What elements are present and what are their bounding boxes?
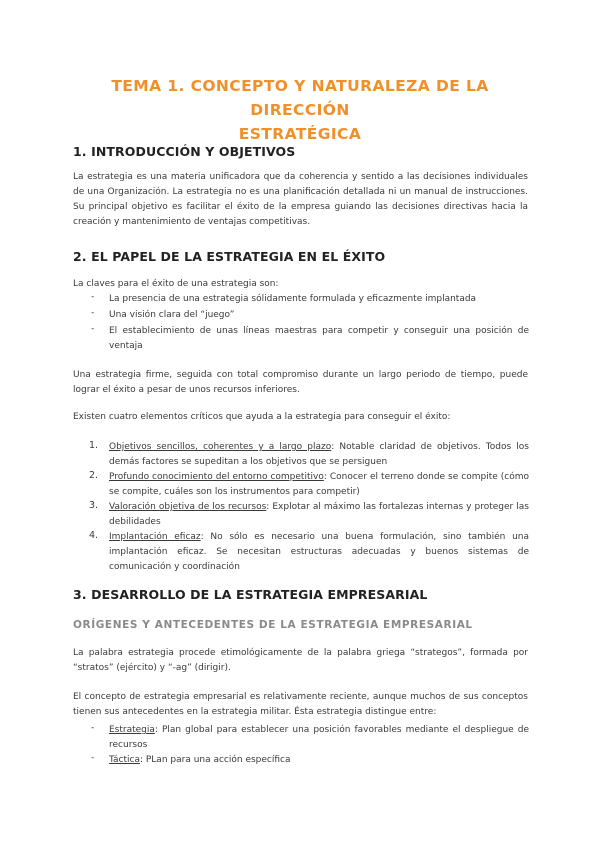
numbered-marker: 1.	[89, 440, 99, 451]
document-title	[60, 74, 540, 146]
section-1-paragraph: La estrategia es una materia unificadora que da coherencia y sentido a las decisiones individuales de una Organización. La estrategia no es una planificación detallada ni un manual de instrucciones. Su principal objetivo es facilitar el éxito de la empresa guiando las decisiones directivas hacia la creación y mantenimiento de ventajas competitivas.	[73, 172, 528, 227]
section-3-bullet-2	[109, 753, 529, 768]
section-3-paragraph-1: La palabra estrategia procede etimológicamente de la palabra griega “strategos”, formada por “stratos” (ejército) y “-ag” (dirigir).	[73, 648, 528, 673]
section-2-intro: La claves para el éxito de una estrategia son:	[73, 279, 279, 289]
section-3-bullet-1-term: Estrategia	[109, 725, 155, 735]
section-3-bullet-2-term: Táctica	[109, 755, 140, 765]
numbered-marker: 4.	[89, 530, 99, 541]
section-2-bullet-2: Una visión clara del “juego”	[109, 310, 235, 320]
section-2-paragraph-3: Existen cuatro elementos críticos que ayuda a la estrategia para conseguir el éxito:	[73, 412, 451, 422]
numbered-item-4-text: : No sólo es necesario una buena formulación, sino también una implantación eficaz. Se necesitan estructuras adecuadas y buenos sistemas de comunicación y coordinación	[109, 532, 530, 572]
section-2-bullet-3: El establecimiento de unas líneas maestras para competir y conseguir una posición de ventaja	[109, 326, 529, 351]
numbered-item-4	[109, 530, 529, 575]
section-3-bullet-2-text: : PLan para una acción específica	[139, 755, 291, 765]
section-3-bullet-1-text: : Plan global para establecer una posición favorables mediante el despliegue de recursos	[109, 725, 529, 750]
numbered-item-4-term: Implantación eficaz	[109, 532, 201, 542]
title-line-2: ESTRATÉGICA	[238, 125, 362, 143]
section-2-heading: 2. EL PAPEL DE LA ESTRATEGIA EN EL ÉXITO	[73, 249, 386, 264]
section-3-paragraph-2: El concepto de estrategia empresarial es relativamente reciente, aunque muchos de sus conceptos tienen sus antecedentes en la estrategia militar. Ésta estrategia distingue entre:	[73, 692, 528, 717]
numbered-item-1	[109, 440, 529, 470]
numbered-marker: 3.	[89, 500, 99, 511]
bullet-marker: -	[91, 308, 95, 318]
numbered-item-3	[109, 500, 529, 530]
numbered-item-2	[109, 470, 529, 500]
section-1-heading: 1. INTRODUCCIÓN Y OBJETIVOS	[73, 144, 296, 159]
bullet-marker: -	[91, 324, 95, 334]
bullet-marker: -	[91, 723, 95, 733]
title-line-1: TEMA 1. CONCEPTO Y NATURALEZA DE LA DIRECCIÓN	[111, 77, 489, 119]
section-3-subheading: ORÍGENES Y ANTECEDENTES DE LA ESTRATEGIA EMPRESARIAL	[73, 619, 473, 631]
numbered-item-3-term: Valoración objetiva de los recursos	[109, 502, 267, 512]
numbered-item-3-text: : Explotar al máximo las fortalezas internas y proteger las debilidades	[109, 502, 529, 527]
numbered-item-1-term: Objetivos sencillos, coherentes y a largo plazo	[109, 442, 332, 452]
numbered-marker: 2.	[89, 470, 99, 481]
bullet-marker: -	[91, 292, 95, 302]
section-2-bullet-1: La presencia de una estrategia sólidamente formulada y eficazmente implantada	[109, 294, 477, 304]
numbered-item-1-text: : Notable claridad de objetivos. Todos los demás factores se supeditan a los objetivos que se persiguen	[109, 442, 529, 467]
numbered-item-2-term: Profundo conocimiento del entorno competitivo	[109, 472, 324, 482]
numbered-item-2-text: : Conocer el terreno donde se compite (cómo se compite, cuáles son los instrumentos para competir)	[109, 472, 529, 497]
section-3-heading: 3. DESARROLLO DE LA ESTRATEGIA EMPRESARIAL	[73, 587, 428, 602]
section-3-bullet-1	[109, 723, 529, 753]
bullet-marker: -	[91, 753, 95, 763]
section-2-paragraph-2: Una estrategia firme, seguida con total compromiso durante un largo periodo de tiempo, puede lograr el éxito a pesar de unos recursos inferiores.	[73, 370, 528, 395]
